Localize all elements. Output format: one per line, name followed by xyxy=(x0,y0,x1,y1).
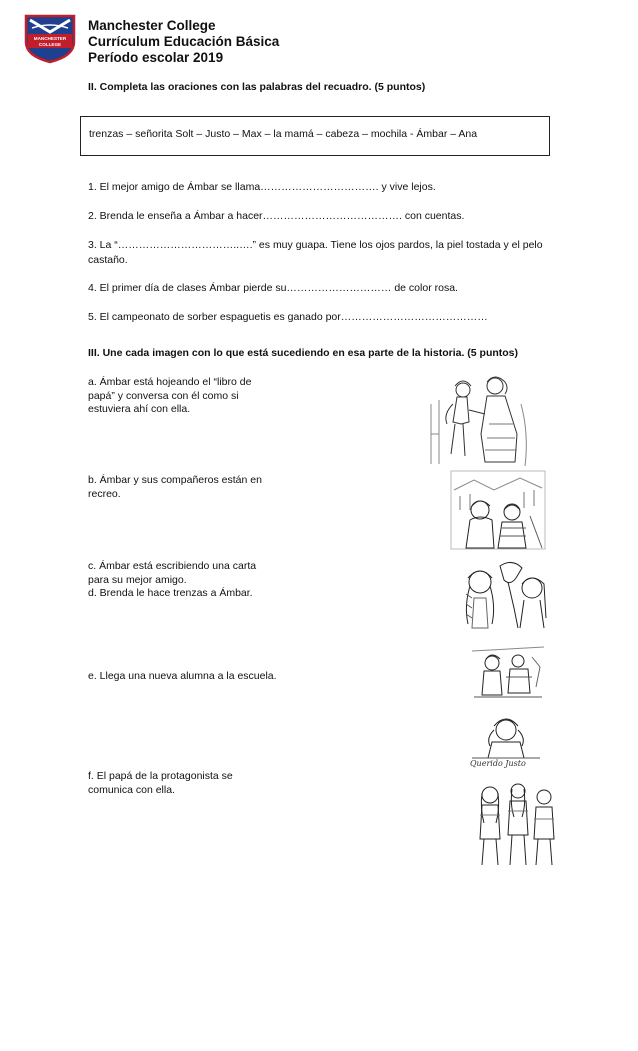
illustration-kids-group xyxy=(466,779,564,869)
section-2-title: II. Completa las oraciones con las palabras del recuadro. (5 puntos) xyxy=(88,81,426,93)
illustration-father-daughter xyxy=(425,374,533,468)
item-d: d. Brenda le hace trenzas a Ámbar. xyxy=(88,587,253,599)
school-name: Manchester College xyxy=(88,18,216,33)
illustration-recess xyxy=(450,470,546,550)
letter-caption: Querido Justo xyxy=(470,759,526,768)
word-bank-box xyxy=(80,116,550,156)
school-header xyxy=(88,18,279,66)
word-bank-text: trenzas – señorita Solt – Justo – Max – la mamá – cabeza – mochila - Ámbar – Ana xyxy=(89,128,478,140)
sentence-1: 1. El mejor amigo de Ámbar se llama……………………………. y vive lejos. xyxy=(88,181,436,193)
logo-text-line-1: MANCHESTER xyxy=(33,36,67,41)
illustration-new-student xyxy=(470,637,546,701)
item-a: a. Ámbar está hojeando el “libro de papá” y conversa con él como si estuviera ahí con ella. xyxy=(88,376,252,415)
program-name: Currículum Educación Básica xyxy=(88,34,280,49)
logo-text-line-2: COLLEGE xyxy=(38,42,62,47)
school-period: Período escolar 2019 xyxy=(88,50,224,65)
sentence-5: 5. El campeonato de sorber espaguetis es ganado por…………………………………… xyxy=(88,311,488,323)
item-e: e. Llega una nueva alumna a la escuela. xyxy=(88,670,277,682)
school-logo xyxy=(22,12,78,64)
section-3-title: III. Une cada imagen con lo que está sucediendo en esa parte de la historia. (5 puntos) xyxy=(88,347,519,359)
item-b: b. Ámbar y sus compañeros están en recreo. xyxy=(88,474,262,500)
sentence-2: 2. Brenda le enseña a Ámbar a hacer…………………………………. con cuentas. xyxy=(88,210,465,222)
item-f: f. El papá de la protagonista se comunica con ella. xyxy=(88,770,233,796)
sentence-4: 4. El primer día de clases Ámbar pierde su………………………… de color rosa. xyxy=(88,282,458,294)
item-c: c. Ámbar está escribiendo una carta para su mejor amigo. xyxy=(88,560,257,586)
illustration-braids xyxy=(456,558,556,630)
sentence-3: 3. La “……………………………..….” es muy guapa. Tiene los ojos pardos, la piel tostada y el pelo castaño. xyxy=(88,239,543,266)
